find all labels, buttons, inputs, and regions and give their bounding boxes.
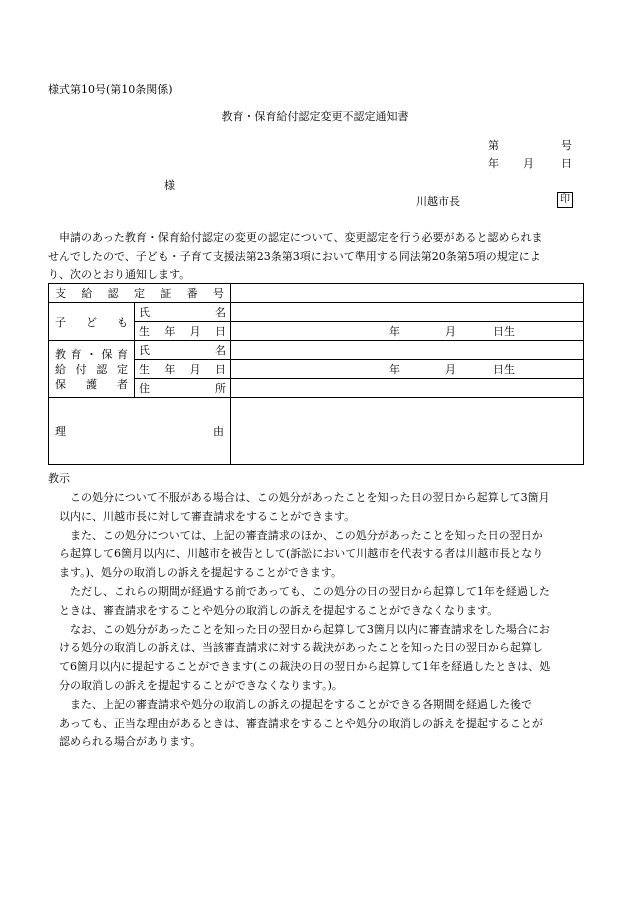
table-row <box>49 398 584 465</box>
addressee-suffix: 様 <box>164 179 175 192</box>
label-char: 氏 <box>139 344 150 357</box>
label-char: 住 <box>139 382 150 395</box>
label-char: 保 <box>101 347 113 361</box>
label-char: 番 <box>186 287 198 300</box>
label-char: 護 <box>86 377 97 391</box>
notice-line: ら起算して6箇月以内に、川越市を被告として(訴訟において川越市を代表する者は川越市長となり <box>48 547 544 561</box>
guardian-address-label <box>135 379 231 398</box>
cert-number-value <box>231 284 584 303</box>
date-day-label: 日 <box>561 157 572 170</box>
intro-line: せんでしたので、子ども・子育て支援法第23条第3項において準用する同法第20条第5項の規定によ <box>48 249 541 263</box>
spaced-label <box>55 314 128 330</box>
label-char: も <box>117 315 128 329</box>
reason-value <box>231 398 584 465</box>
birth-month: 月 <box>445 363 456 376</box>
spaced-label <box>139 380 226 396</box>
date-month-label: 月 <box>523 157 534 170</box>
child-birth-value <box>231 322 584 341</box>
notice-title: 教示 <box>48 472 70 485</box>
table-row <box>49 303 584 322</box>
notice-line: あっても、正当な理由があるときは、審査請求をすることや処分の取消しの訴えを提起することが <box>48 716 543 730</box>
table-row <box>49 341 584 360</box>
label-char: 子 <box>55 315 66 329</box>
guardian-birth-label <box>135 360 231 379</box>
label-char: 証 <box>160 287 172 300</box>
label-char: 年 <box>164 363 176 376</box>
spaced-label <box>55 285 224 301</box>
label-char: 定 <box>116 362 128 376</box>
number-suffix: 号 <box>561 139 572 152</box>
label-char: 月 <box>189 325 201 338</box>
spaced-label <box>139 323 226 339</box>
guardian-name-label <box>135 341 231 360</box>
notice-line: て6箇月以内に提起することができます(この裁決の日の翌日から起算して1年を経過したときは、処 <box>48 660 551 674</box>
label-char: 氏 <box>139 306 150 319</box>
label-char: 由 <box>213 425 224 438</box>
notice-line: ける処分の取消しの訴えは、当該審査請求に対する裁決があったことを知った日の翌日から起算し <box>48 641 543 655</box>
notice-line: また、上記の審査請求や処分の取消しの訴えの提起をすることができる各期間を経過した後で <box>48 697 532 711</box>
birth-day: 日生 <box>493 363 515 376</box>
label-char: 生 <box>139 363 150 376</box>
notice-line: 以内に、川越市長に対して審査請求をすることができます。 <box>48 509 356 523</box>
notice-line: 分の取消しの訴えを提起することができなくなります。)。 <box>48 678 343 692</box>
notice-line: ます。)、処分の取消しの訴えを提起することができます。 <box>48 566 343 580</box>
issuer-name: 川越市長 <box>416 195 460 208</box>
label-char: 育 <box>70 347 82 361</box>
label-char: 日 <box>214 325 226 338</box>
spaced-label <box>55 347 128 362</box>
label-char: ど <box>86 315 97 329</box>
label-char: 号 <box>212 287 224 300</box>
label-char: 年 <box>164 325 176 338</box>
label-char: 給 <box>55 362 66 376</box>
spaced-label <box>55 377 128 392</box>
birth-month: 月 <box>445 325 456 338</box>
label-char: 月 <box>189 363 201 376</box>
date-year-label: 年 <box>488 157 499 170</box>
notice-paragraph <box>48 489 588 752</box>
label-char: 支 <box>55 287 66 300</box>
birth-year: 年 <box>389 325 400 338</box>
document-title: 教育・保育給付認定変更不認定通知書 <box>221 110 409 123</box>
notice-line: この処分について不服がある場合は、この処分があったことを知った日の翌日から起算して3箇月 <box>48 491 550 504</box>
label-char: 名 <box>215 306 226 319</box>
form-number: 様式第10号(第10条関係) <box>48 83 173 96</box>
label-char: ・ <box>86 347 97 361</box>
label-char: 者 <box>117 377 128 391</box>
intro-paragraph <box>48 229 588 285</box>
label-char: 日 <box>214 363 226 376</box>
label-char: 認 <box>96 362 108 376</box>
seal-mark: 印 <box>557 192 573 208</box>
label-char: 生 <box>139 325 150 338</box>
birth-day: 日生 <box>493 325 515 338</box>
label-char: 育 <box>117 347 128 361</box>
label-char: 給 <box>81 287 93 300</box>
intro-line: 申請のあった教育・保育給付認定の変更の認定について、変更認定を行う必要があると認められま <box>48 231 543 244</box>
table-row <box>49 284 584 303</box>
notice-line: また、この処分については、上記の審査請求のほか、この処分があったことを知った日の翌日か <box>48 528 543 542</box>
child-label <box>49 303 135 341</box>
intro-line: り、次のとおり通知します。 <box>48 268 191 281</box>
cert-number-label <box>49 284 231 303</box>
spaced-label <box>139 342 226 358</box>
notice-line: なお、この処分があったことを知った日の翌日から起算して3箇月以内に審査請求をした場合にお <box>48 622 550 636</box>
spaced-label <box>55 362 128 377</box>
info-table <box>48 283 584 465</box>
spaced-label <box>139 304 226 320</box>
reason-label <box>49 398 231 465</box>
notice-line: ただし、これらの期間が経過する前であっても、この処分の日の翌日から起算して1年を経過した <box>48 584 550 598</box>
notice-line: ときは、審査請求をすることや処分の取消しの訴えを提起することができなくなります。 <box>48 603 499 617</box>
label-char: 教 <box>55 347 66 361</box>
label-char: 名 <box>215 344 226 357</box>
guardian-label <box>49 341 135 398</box>
label-char: 付 <box>75 362 87 376</box>
label-char: 理 <box>55 425 66 438</box>
label-char: 保 <box>55 377 66 391</box>
spaced-label <box>139 361 226 377</box>
guardian-address-value <box>231 379 584 398</box>
child-name-value <box>231 303 584 322</box>
guardian-birth-value <box>231 360 584 379</box>
birth-year: 年 <box>389 363 400 376</box>
notice-line: 認められる場合があります。 <box>48 735 202 749</box>
label-char: 定 <box>133 287 145 300</box>
child-birth-label <box>135 322 231 341</box>
number-label: 第 <box>488 139 499 152</box>
label-char: 認 <box>107 287 119 300</box>
child-name-label <box>135 303 231 322</box>
spaced-label <box>55 423 224 439</box>
label-char: 所 <box>215 382 226 395</box>
guardian-name-value <box>231 341 584 360</box>
